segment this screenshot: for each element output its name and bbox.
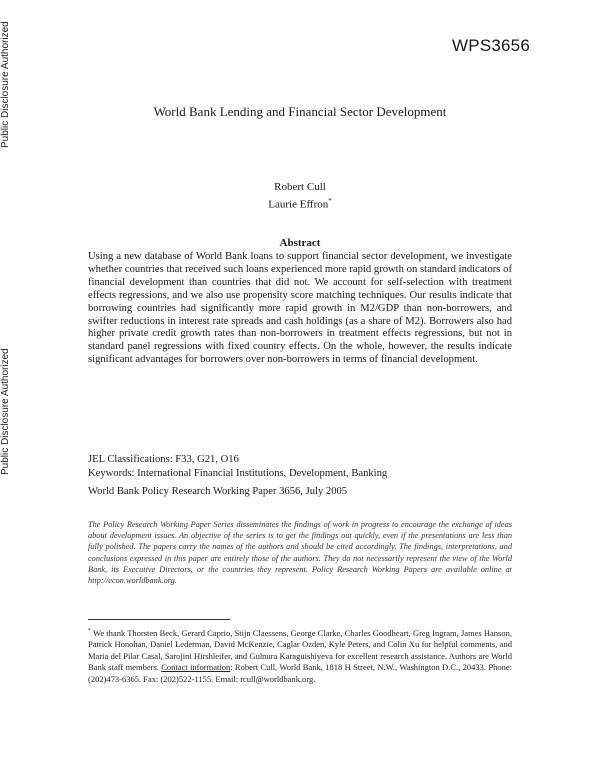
working-paper-citation: World Bank Policy Research Working Paper 3656, July 2005 <box>88 486 348 497</box>
author-name: Robert Cull <box>274 181 326 193</box>
keywords: Keywords: International Financial Institutions, Development, Banking <box>88 468 388 479</box>
footnote-divider <box>88 619 230 620</box>
author-list <box>0 180 600 212</box>
abstract-text: Using a new database of World Bank loans to support financial sector development, we investigate whether countries that received such loans experienced more rapid growth on standard indicators of financial development than countries that did not. We account for self-selection with treatment effects regressions, and we also use propensity score matching techniques. Our results indicate that borrowing countries had significantly more rapid growth in M2/GDP than non-borrowers, and swifter reductions in interest rate spreads and cash holdings (as a share of M2). Borrowers also had higher private credit growth rates than non-borrowers in treatment effects regressions, but not in standard panel regressions with fixed country effects. On the whole, however, the results indicate significant advantages for borrowers over non-borrowers in terms of financial development. <box>88 251 512 366</box>
author-name: Laurie Effron* <box>268 197 332 211</box>
paper-title: World Bank Lending and Financial Sector Development <box>153 104 447 119</box>
series-disclaimer: The Policy Research Working Paper Series disseminates the findings of work in progress to encourage the exchange of ideas about development issues. An objective of the series is to get the findings out quickly, even if the presentations are less than fully polished. The papers carry the names of the authors and should be cited accordingly. The findings, interpretations, and conclusions expressed in this paper are entirely those of the authors. They do not necessarily represent the view of the World Bank, its Executive Directors, or the countries they represent. Policy Research Working Papers are available online at http://econ.worldbank.org. <box>88 520 512 586</box>
abstract-heading: Abstract <box>279 237 321 249</box>
contact-information-label: Contact information <box>161 662 231 673</box>
footnote <box>88 626 512 685</box>
footnote-acknowledgements: We thank Thorsten Beck, Gerard Caprio, Stijn Claessens, George Clarke, Charles Goodheart, Greg Ingram, James Hanson, Patrick Honohan, Daniel Lederman, David McKenzie, Caglar Ozden, Kyle Peters, and Colin Xu for helpful comments, and Maria del Pilar Casal, Sarojini Hirshleifer, and Gulnura Karaguishiyeva for excellent research assistance. Authors are World Bank staff members. <box>88 627 512 673</box>
footnote-mark: * <box>88 628 91 634</box>
paper-id: WPS3656 <box>452 36 530 55</box>
footnote-mark: * <box>328 197 332 205</box>
jel-classifications: JEL Classifications: F33, G21, O16 <box>88 454 239 465</box>
disclosure-label-middle: Public Disclosure Authorized <box>0 348 11 475</box>
disclosure-label-top: Public Disclosure Authorized <box>0 21 11 148</box>
contact-details: : Robert Cull, World Bank, 1818 H Street, N.W., Washington D.C., 20433. Phone: (202)473-6365. Fax: (202)522-1155. Email: rcull@worldbank.org. <box>88 662 512 684</box>
